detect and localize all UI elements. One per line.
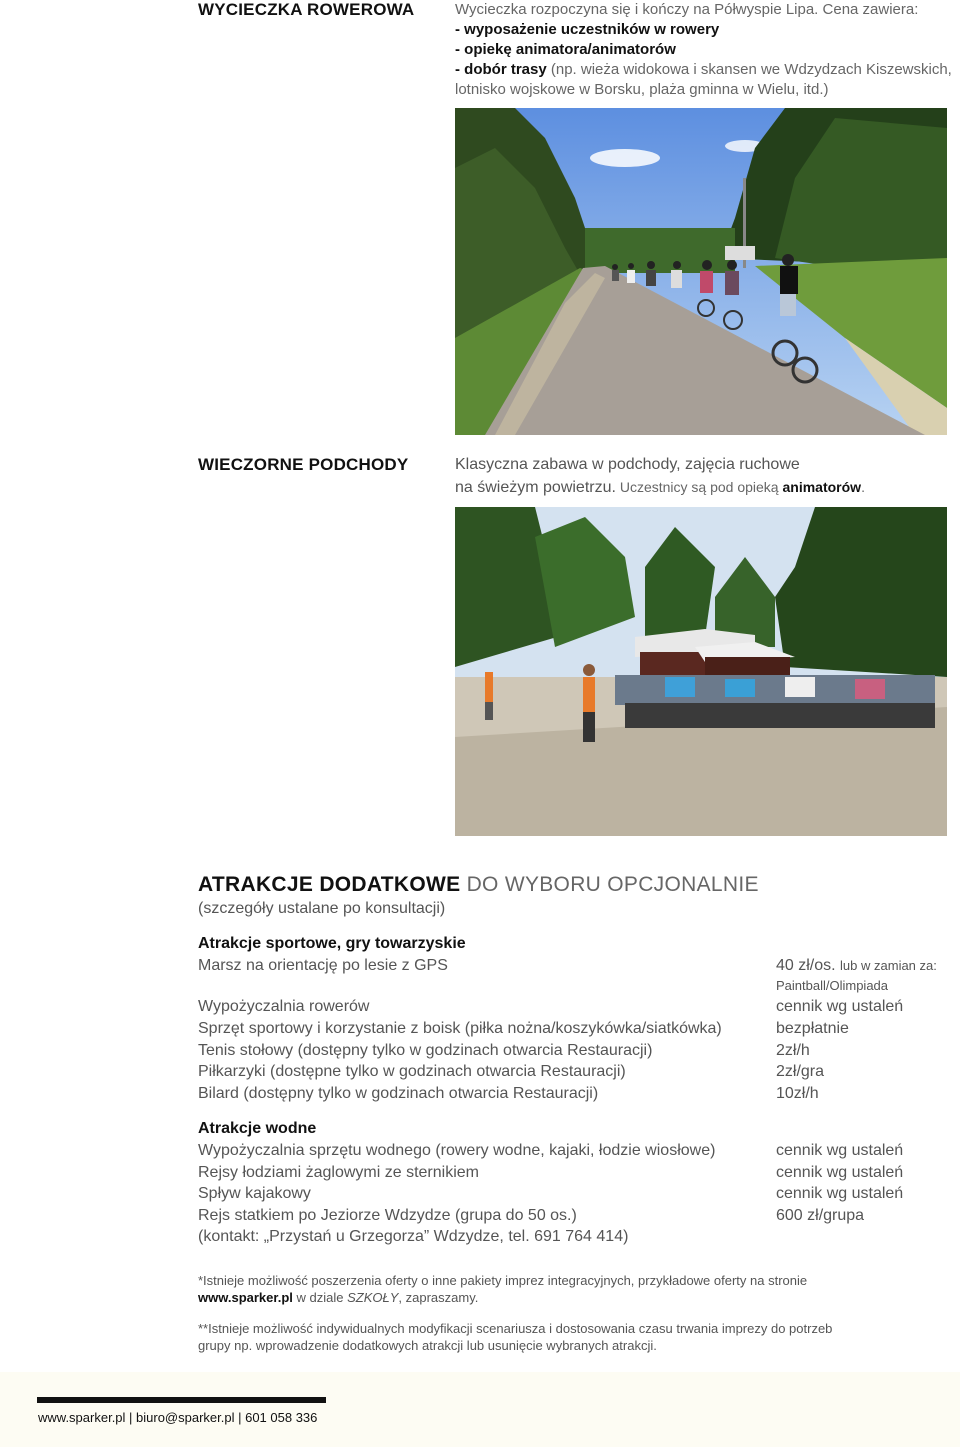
sport-item-name: Wypożyczalnia rowerów — [198, 998, 370, 1015]
bike-trip-heading: WYCIECZKA ROWEROWA — [198, 0, 415, 19]
sport-item-price: cennik wg ustaleń — [776, 998, 904, 1015]
sport-item-price — [776, 957, 937, 975]
sport-item-name: Tenis stołowy (dostępny tylko w godzinach otwarcia Restauracji) — [198, 1042, 653, 1059]
note-2-line2: grupy np. wprowadzenie dodatkowych atrakcji lub usunięcie wybranych atrakcji. — [198, 1338, 657, 1353]
extras-title-bold: ATRAKCJE DODATKOWE — [198, 873, 461, 896]
evening-line2c: animatorów — [782, 479, 862, 495]
note-1-line1: *Istnieje możliwość poszerzenia oferty o inne pakiety imprez integracyjnych, przykładowe oferty na stronie — [198, 1273, 808, 1288]
sport-item-name: Bilard (dostępny tylko w godzinach otwarcia Restauracji) — [198, 1085, 599, 1102]
gps-alternative-value: Paintball/Olimpiada — [776, 978, 889, 993]
sport-heading: Atrakcje sportowe, gry towarzyskie — [198, 935, 466, 952]
evening-line2d: . — [861, 479, 865, 495]
evening-description — [455, 454, 960, 499]
bike-trip-line1: Wycieczka rozpoczyna się i kończy na Półwyspie Lipa. Cena zawiera: — [455, 1, 919, 18]
water-item-price: 600 zł/grupa — [776, 1207, 865, 1224]
water-item-name: Spływ kajakowy — [198, 1185, 311, 1202]
water-item-price: cennik wg ustaleń — [776, 1164, 904, 1181]
evening-heading: WIECZORNE PODCHODY — [198, 455, 409, 474]
bike-trip-description — [455, 0, 960, 100]
group-game-image — [455, 507, 947, 836]
extras-title — [198, 873, 759, 897]
extras-title-light: DO WYBORU OPCJONALNIE — [460, 873, 759, 896]
footer-contact: www.sparker.pl | biuro@sparker.pl | 601 058 336 — [38, 1410, 318, 1425]
evening-line2b: Uczestnicy są pod opieką — [615, 479, 783, 495]
sport-item-name: Piłkarzyki (dostępne tylko w godzinach otwarcia Restauracji) — [198, 1063, 626, 1080]
sport-item-price: 2zł/gra — [776, 1063, 825, 1080]
evening-line2a: na świeżym powietrzu. — [455, 479, 616, 496]
water-item-name: Rejs statkiem po Jeziorze Wdzydze (grupa do 50 os.) — [198, 1207, 577, 1224]
sport-item-price: bezpłatnie — [776, 1020, 849, 1037]
cyclists-on-road-image — [455, 108, 947, 435]
footer-divider — [37, 1397, 326, 1403]
water-contact: (kontakt: „Przystań u Grzegorza” Wdzydze, tel. 691 764 414) — [198, 1228, 629, 1245]
sport-item-price-value: 40 zł/os. — [776, 957, 836, 974]
gps-alternative-label: lub w zamian za: — [840, 958, 937, 973]
water-heading: Atrakcje wodne — [198, 1120, 317, 1137]
water-item-name: Wypożyczalnia sprzętu wodnego (rowery wodne, kajaki, łodzie wiosłowe) — [198, 1142, 716, 1159]
sport-item-price: 2zł/h — [776, 1042, 810, 1059]
bike-trip-line5: lotnisko wojskowe w Borsku, plaża gminna w Wielu, itd.) — [455, 81, 829, 98]
water-item-price: cennik wg ustaleń — [776, 1142, 904, 1159]
extras-subtitle: (szczegóły ustalane po konsultacji) — [198, 900, 446, 917]
water-item-name: Rejsy łodziami żaglowymi ze sternikiem — [198, 1164, 479, 1181]
sport-item-name: Marsz na orientację po lesie z GPS — [198, 957, 448, 974]
sport-item-price: 10zł/h — [776, 1085, 819, 1102]
bike-trip-line2: - wyposażenie uczestników w rowery — [455, 21, 720, 38]
evening-line1: Klasyczna zabawa w podchody, zajęcia ruchowe — [455, 456, 800, 473]
bike-trip-line4-bold: - dobór trasy — [455, 61, 547, 78]
note-1-section: SZKOŁY — [347, 1290, 399, 1305]
evening-photo — [455, 507, 947, 836]
sport-item-name: Sprzęt sportowy i korzystanie z boisk (piłka nożna/koszykówka/siatkówka) — [198, 1020, 722, 1037]
bike-trip-line4-rest: (np. wieża widokowa i skansen we Wdzydzach Kiszewskich, — [546, 61, 952, 78]
bike-trip-line3: - opiekę animatora/animatorów — [455, 41, 676, 58]
note-1-mid: w dziale — [292, 1290, 348, 1305]
note-1 — [198, 1272, 918, 1306]
note-2 — [198, 1320, 918, 1354]
water-item-price: cennik wg ustaleń — [776, 1185, 904, 1202]
note-1-end: , zapraszamy. — [398, 1290, 479, 1305]
bike-trip-photo — [455, 108, 947, 435]
note-2-line1: **Istnieje możliwość indywidualnych modyfikacji scenariusza i dostosowania czasu trwania imprezy do potrzeb — [198, 1321, 833, 1336]
sparker-link[interactable]: www.sparker.pl — [198, 1290, 293, 1305]
